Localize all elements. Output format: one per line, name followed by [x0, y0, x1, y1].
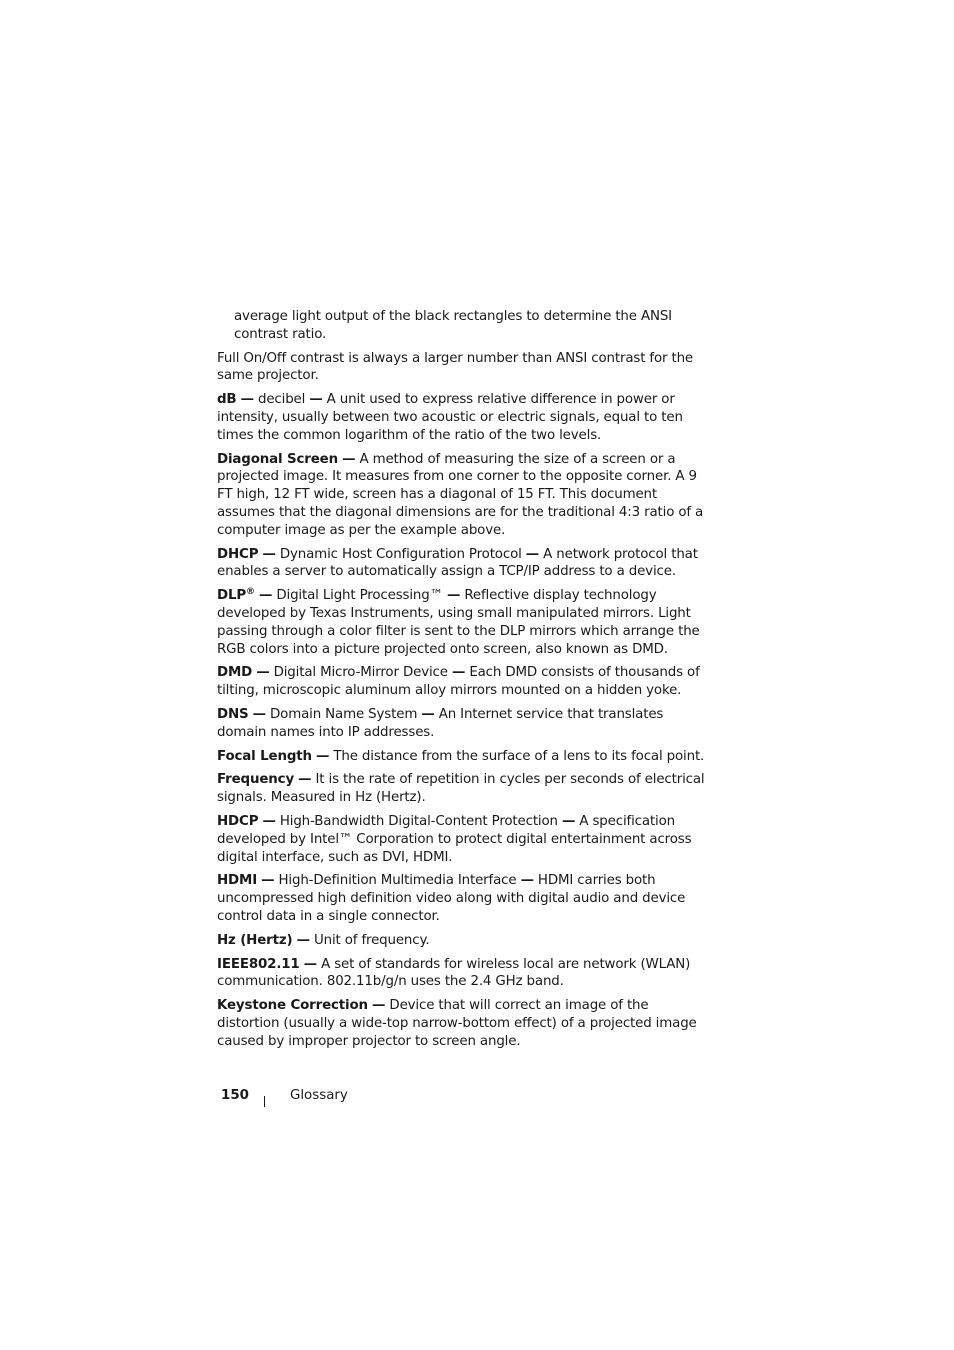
- glossary-entry: [217, 664, 709, 700]
- glossary-term: IEEE802.11: [217, 956, 300, 972]
- em-dash: —: [446, 588, 461, 604]
- em-dash: —: [316, 748, 330, 764]
- glossary-definition: A specification developed by Intel™ Corporation to protect digital entertainment across digital interface, such as DVI, HDMI.: [217, 813, 692, 865]
- glossary-definition: Device that will correct an image of the distortion (usually a wide-top narrow-bottom effect) of a projected image caused by improper projector to screen angle.: [217, 998, 697, 1049]
- glossary-expansion: Domain Name System: [270, 706, 418, 722]
- glossary-entry: [217, 546, 709, 582]
- em-dash: —: [261, 873, 275, 889]
- glossary-term: Frequency: [217, 772, 295, 788]
- glossary-entry: [217, 451, 709, 540]
- glossary-definition: A network protocol that enables a server to automatically assign a TCP/IP address to a device.: [217, 546, 698, 580]
- em-dash: —: [262, 546, 276, 562]
- em-dash: —: [451, 665, 466, 681]
- glossary-definition: It is the rate of repetition in cycles per seconds of electrical signals. Measured in Hz (Hertz).: [217, 772, 705, 806]
- glossary-definition: Unit of frequency.: [313, 932, 430, 948]
- footer-section-title: Glossary: [289, 1088, 348, 1103]
- em-dash: —: [256, 665, 270, 681]
- glossary-entry: [217, 748, 709, 766]
- glossary-definition: A set of standards for wireless local are network (WLAN) communication. 802.11b/g/n uses the 2.4 GHz band.: [217, 956, 691, 990]
- em-dash: —: [520, 873, 534, 889]
- glossary-definition: A unit used to express relative difference in power or intensity, usually between two acoustic or electric signals, equal to ten times the common logarithm of the ratio of the two levels.: [217, 392, 683, 443]
- glossary-term: dB: [217, 392, 237, 408]
- glossary-expansion: Dynamic Host Configuration Protocol: [279, 546, 522, 562]
- glossary-expansion: Digital Micro-Mirror Device: [273, 665, 448, 681]
- em-dash: —: [525, 546, 540, 562]
- glossary-definition: HDMI carries both uncompressed high definition video along with digital audio and device control data in a single connector.: [217, 873, 686, 924]
- em-dash: —: [262, 813, 276, 829]
- glossary-term: Diagonal Screen: [217, 451, 338, 467]
- glossary-definition: An Internet service that translates domain names into IP addresses.: [217, 706, 664, 740]
- glossary-entry: [217, 872, 709, 925]
- glossary-definition: Reflective display technology developed by Texas Instruments, using small manipulated mirrors. Light passing through a color filter is sent to the DLP mirrors which arrange the RGB colors into a picture projected onto screen, also known as DMD.: [217, 588, 700, 657]
- em-dash: —: [562, 813, 576, 829]
- em-dash: —: [372, 998, 386, 1014]
- glossary-definition: Each DMD consists of thousands of tilting, microscopic aluminum alloy mirrors mounted on a hidden yoke.: [217, 665, 700, 699]
- em-dash: —: [421, 706, 435, 722]
- em-dash: —: [303, 956, 317, 972]
- glossary-entry: [217, 587, 709, 658]
- em-dash: —: [298, 772, 312, 788]
- glossary-definition: The distance from the surface of a lens to its focal point.: [333, 748, 705, 764]
- glossary-expansion: High-Definition Multimedia Interface: [278, 873, 517, 889]
- glossary-term: DHCP: [217, 546, 259, 562]
- glossary-term: HDMI: [217, 873, 258, 889]
- em-dash: —: [240, 392, 254, 408]
- glossary-entry: [217, 932, 709, 950]
- contrast-note: Full On/Off contrast is always a larger number than ANSI contrast for the same projector.: [217, 350, 694, 384]
- glossary-term: Focal Length: [217, 748, 312, 764]
- page-number: 150: [221, 1088, 249, 1103]
- glossary-entry: [217, 813, 709, 866]
- footer-separator: [264, 1096, 265, 1107]
- glossary-entry: [217, 391, 709, 444]
- em-dash: —: [258, 588, 273, 604]
- glossary-entry: [217, 771, 709, 807]
- glossary-term: DNS: [217, 706, 249, 722]
- glossary-term: DMD: [217, 665, 253, 681]
- glossary-expansion: decibel: [257, 392, 306, 408]
- glossary-content: [217, 308, 709, 1056]
- glossary-entry: [217, 997, 709, 1050]
- em-dash: —: [342, 451, 356, 467]
- em-dash: —: [252, 706, 266, 722]
- registered-mark: ®: [246, 587, 255, 598]
- glossary-term: HDCP: [217, 813, 259, 829]
- continuation-text: average light output of the black rectangles to determine the ANSI contrast ratio.: [234, 309, 672, 342]
- glossary-entry: [217, 706, 709, 742]
- em-dash: —: [309, 392, 323, 408]
- glossary-expansion: High-Bandwidth Digital-Content Protection: [279, 813, 558, 829]
- page-footer: [221, 1087, 348, 1105]
- glossary-entries: [217, 391, 709, 1050]
- em-dash: —: [296, 932, 310, 948]
- glossary-entry: [217, 956, 709, 992]
- glossary-expansion: Digital Light Processing™: [276, 588, 443, 604]
- glossary-definition: A method of measuring the size of a screen or a projected image. It measures from one corner to the opposite corner. A 9 FT high, 12 FT wide, screen has a diagonal of 15 FT. This document assumes that the diagonal dimensions are for the traditional 4:3 ratio of a computer image as per the example above.: [217, 451, 704, 538]
- glossary-term: DLP: [217, 588, 247, 604]
- glossary-term: Keystone Correction: [217, 998, 368, 1014]
- glossary-term: Hz (Hertz): [217, 932, 293, 948]
